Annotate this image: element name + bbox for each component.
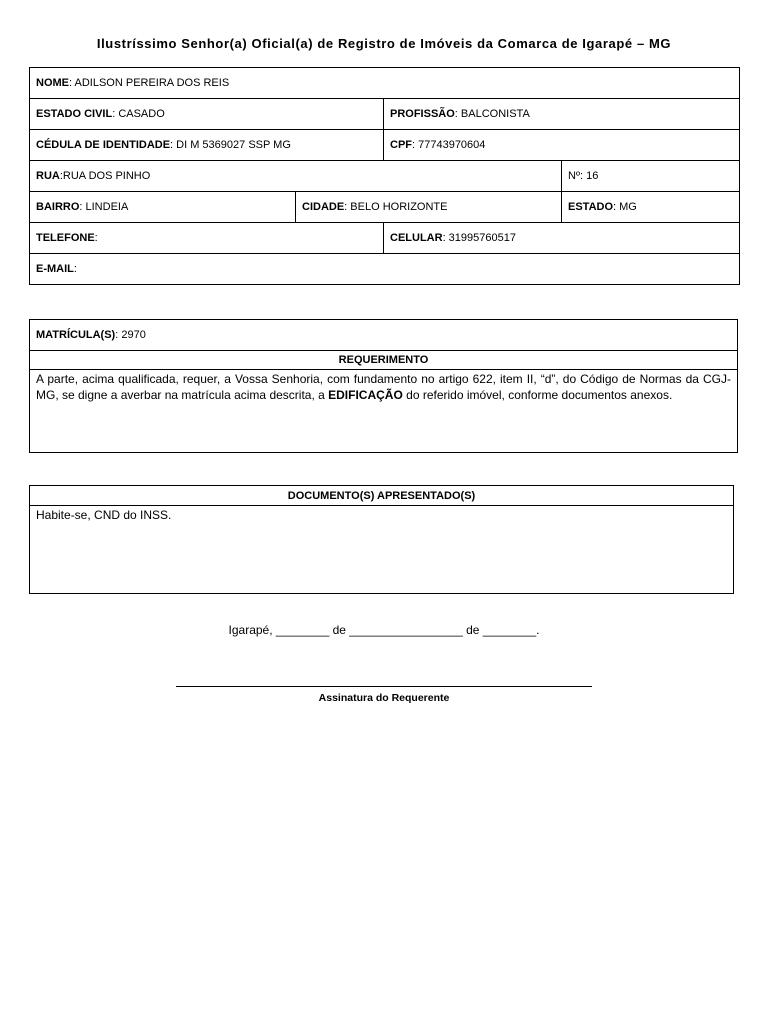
table-row xyxy=(30,506,734,594)
request-text: A parte, acima qualificada, requer, a Vossa Senhoria, com fundamento no artigo 622, item II, “d”, do Código de Normas da CGJ-MG, se digne a averbar na matrícula acima descrita, a EDIFICAÇÃO do referido imóvel, conforme documentos anexos. xyxy=(30,370,738,453)
rua-field: RUA:RUA DOS PINHO xyxy=(30,161,562,192)
profissao-field: PROFISSÃO: BALCONISTA xyxy=(384,99,740,130)
numero-field: Nº: 16 xyxy=(562,161,740,192)
bairro-field: BAIRRO: LINDEIA xyxy=(30,192,296,223)
table-row xyxy=(30,161,740,192)
table-row xyxy=(30,130,740,161)
signature-line xyxy=(176,686,592,687)
date-line: Igarapé, ________ de _________________ de ________. xyxy=(228,623,540,637)
estado-field: ESTADO: MG xyxy=(562,192,740,223)
table-row xyxy=(30,370,738,453)
celular-field: CELULAR: 31995760517 xyxy=(384,223,740,254)
table-row xyxy=(30,99,740,130)
telefone-field: TELEFONE: xyxy=(30,223,384,254)
cidade-field: CIDADE: BELO HORIZONTE xyxy=(296,192,562,223)
page-title: Ilustríssimo Senhor(a) Oficial(a) de Registro de Imóveis da Comarca de Igarapé – MG xyxy=(96,36,672,51)
cedula-field: CÉDULA DE IDENTIDADE: DI M 5369027 SSP MG xyxy=(30,130,384,161)
nome-field: NOME: ADILSON PEREIRA DOS REIS xyxy=(30,68,740,99)
email-field: E-MAIL: xyxy=(30,254,740,285)
applicant-table xyxy=(29,67,740,285)
estado-civil-field: ESTADO CIVIL: CASADO xyxy=(30,99,384,130)
table-row xyxy=(30,486,734,506)
documents-heading: DOCUMENTO(S) APRESENTADO(S) xyxy=(30,486,734,506)
cpf-field: CPF: 77743970604 xyxy=(384,130,740,161)
documents-text: Habite-se, CND do INSS. xyxy=(30,506,734,594)
table-row xyxy=(30,351,738,370)
table-row xyxy=(30,192,740,223)
table-row xyxy=(30,320,738,351)
request-heading: REQUERIMENTO xyxy=(30,351,738,370)
table-row xyxy=(30,254,740,285)
table-row xyxy=(30,223,740,254)
documents-table xyxy=(29,485,734,594)
signature-label: Assinatura do Requerente xyxy=(318,692,450,704)
matricula-field: MATRÍCULA(S): 2970 xyxy=(30,320,738,351)
table-row xyxy=(30,68,740,99)
request-table xyxy=(29,319,738,453)
